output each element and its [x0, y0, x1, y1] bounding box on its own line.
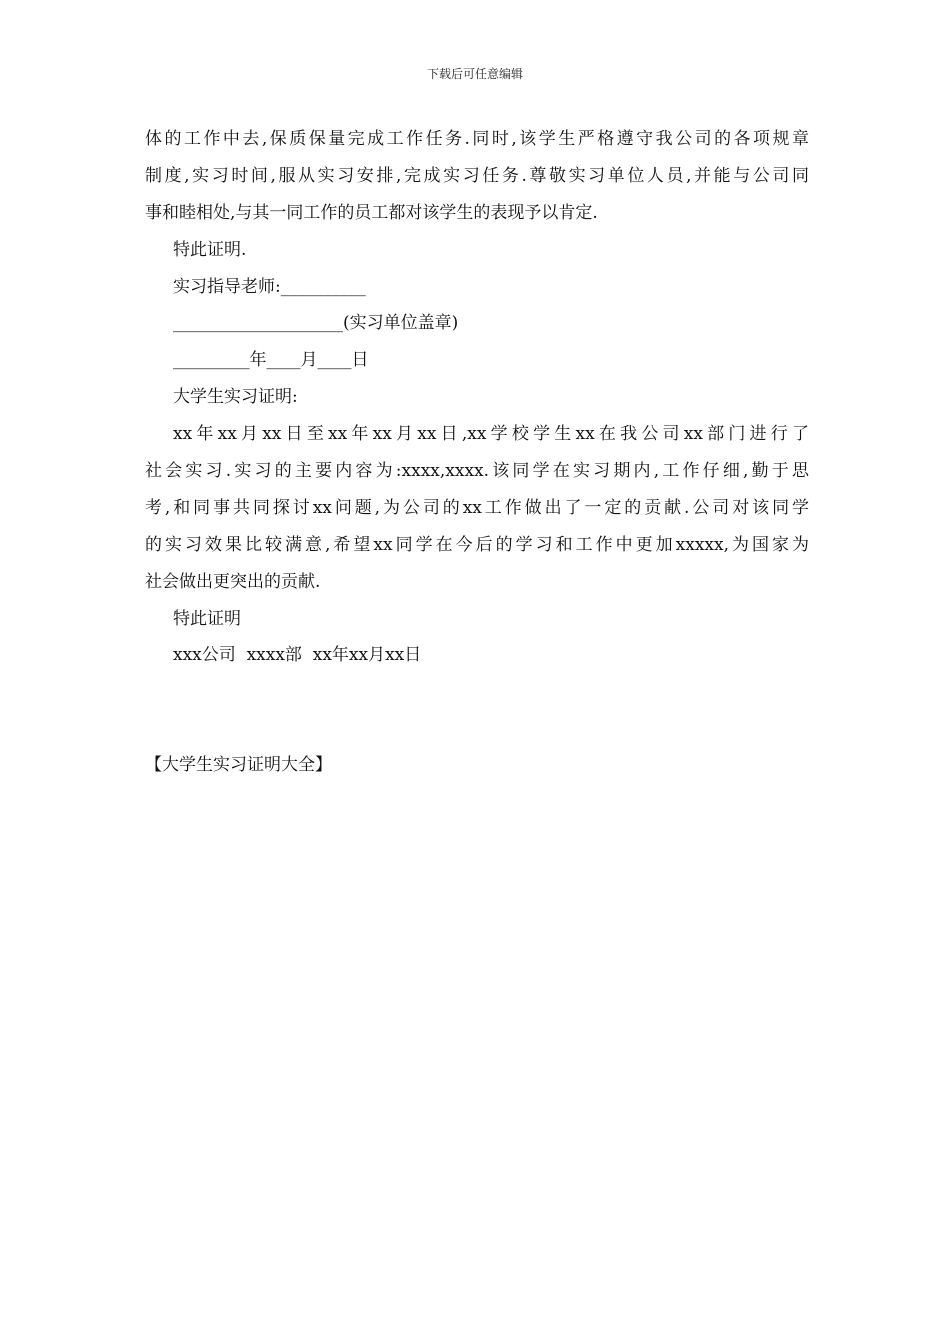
paragraph-line: xx年xx月xx日至xx年xx月xx日,xx学校学生xx在我公司xx部门进行了: [173, 424, 809, 445]
paragraph-line: 社会做出更突出的贡献.: [145, 571, 321, 592]
section-heading: 大学生实习证明:: [173, 387, 298, 408]
supervisor-signature-line: 实习指导老师:__________: [173, 276, 366, 297]
company-signature-line: xxx公司 xxxx部 xx年xx月xx日: [173, 645, 422, 666]
paragraph-line: 的实习效果比较满意,希望xx同学在今后的学习和工作中更加xxxxx,为国家为: [145, 534, 809, 555]
document-body: [145, 121, 809, 784]
document-footer-title: 【大学生实习证明大全】: [145, 755, 332, 776]
paragraph-line: 事和睦相处,与其一同工作的员工都对该学生的表现予以肯定.: [145, 202, 598, 223]
paragraph-line: 考,和同事共同探讨xx问题,为公司的xx工作做出了一定的贡献.公司对该同学: [145, 497, 809, 518]
date-line: _________年____月____日: [173, 350, 369, 371]
page-header: 下载后可任意编辑: [426, 67, 523, 81]
certification-statement: 特此证明.: [173, 239, 247, 260]
company-seal-line: ____________________(实习单位盖章): [173, 313, 459, 334]
paragraph-line: 社会实习.实习的主要内容为:xxxx,xxxx.该同学在实习期内,工作仔细,勤于思: [145, 461, 809, 482]
certification-statement: 特此证明: [173, 608, 241, 629]
paragraph-line: 制度,实习时间,服从实习安排,完成实习任务.尊敬实习单位人员,并能与公司同: [145, 165, 809, 186]
spacer: [145, 674, 809, 747]
paragraph-line: 体的工作中去,保质保量完成工作任务.同时,该学生严格遵守我公司的各项规章: [145, 129, 809, 149]
